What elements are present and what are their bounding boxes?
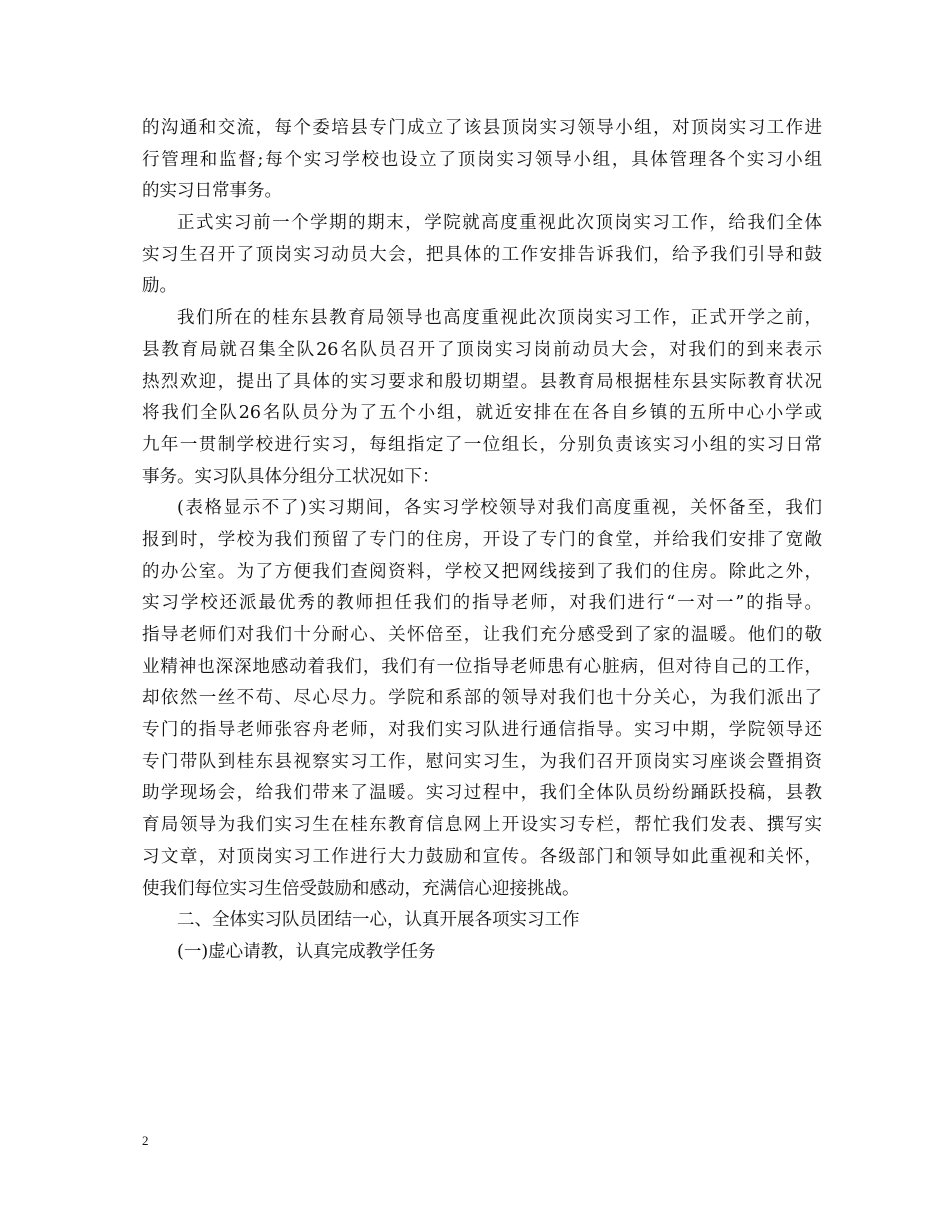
text-line: 我们所在的桂东县教育局领导也高度重视此次顶岗实习工作，正式开学之前， (177, 308, 822, 329)
text-line: 热烈欢迎，提出了具体的实习要求和殷切期望。县教育局根据桂东县实际教育状况 (142, 371, 822, 392)
text-line: 将我们全队26名队员分为了五个小组，就近安排在在各自乡镇的五所中心小学或 (142, 403, 822, 424)
text-line: 指导老师们对我们十分耐心、关怀倍至，让我们充分感受到了家的温暖。他们的敬 (142, 625, 822, 645)
text-line: 正式实习前一个学期的期末，学院就高度重视此次顶岗实习工作，给我们全体 (177, 213, 822, 234)
text-line: 育局领导为我们实习生在桂东教育信息网上开设实习专栏，帮忙我们发表、撰写实 (142, 815, 822, 836)
text-line: 专门的指导老师张容舟老师，对我们实习队进行通信指导。实习中期，学院领导还 (142, 720, 822, 741)
text-line: (表格显示不了)实习期间，各实习学校领导对我们高度重视，关怀备至，我们 (177, 498, 822, 519)
text-line: 报到时，学校为我们预留了专门的住房，开设了专门的食堂，并给我们安排了宽敞 (142, 529, 822, 550)
text-line: 行管理和监督;每个实习学校也设立了顶岗实习领导小组，具体管理各个实习小组 (142, 149, 822, 170)
page-number: 2 (142, 1133, 149, 1148)
text-line: 习文章，对顶岗实习工作进行大力鼓励和宣传。各级部门和领导如此重视和关怀， (142, 846, 822, 867)
text-line: 实习生召开了顶岗实习动员大会，把具体的工作安排告诉我们，给予我们引导和鼓 (142, 244, 822, 265)
text-line: 事务。实习队具体分组分工状况如下： (142, 466, 440, 487)
body-text (142, 113, 822, 969)
text-line: 却依然一丝不苟、尽心尽力。学院和系部的领导对我们也十分关心，为我们派出了 (142, 688, 822, 709)
text-line: 业精神也深深地感动着我们，我们有一位指导老师患有心脏病，但对待自己的工作， (142, 656, 822, 677)
text-line: 二、全体实习队员团结一心，认真开展各项实习工作 (177, 910, 580, 931)
text-line: 的办公室。为了方便我们查阅资料，学校又把网线接到了我们的住房。除此之外， (142, 561, 822, 582)
text-line: (一)虚心请教，认真完成教学任务 (177, 941, 436, 962)
text-line: 励。 (142, 276, 177, 297)
text-line: 的实习日常事务。 (142, 181, 282, 202)
text-line: 使我们每位实习生倍受鼓励和感动，充满信心迎接挑战。 (142, 878, 580, 899)
text-line: 专门带队到桂东县视察实习工作，慰问实习生，为我们召开顶岗实习座谈会暨捐资 (142, 751, 822, 772)
text-line: 助学现场会，给我们带来了温暖。实习过程中，我们全体队员纷纷踊跃投稿，县教 (142, 783, 822, 804)
text-line: 县教育局就召集全队26名队员召开了顶岗实习岗前动员大会，对我们的到来表示 (142, 339, 822, 360)
text-line: 的沟通和交流，每个委培县专门成立了该县顶岗实习领导小组，对顶岗实习工作进 (142, 118, 822, 138)
text-line: 实习学校还派最优秀的教师担任我们的指导老师，对我们进行“一对一”的指导。 (142, 593, 822, 614)
text-line: 九年一贯制学校进行实习，每组指定了一位组长，分别负责该实习小组的实习日常 (142, 434, 822, 455)
